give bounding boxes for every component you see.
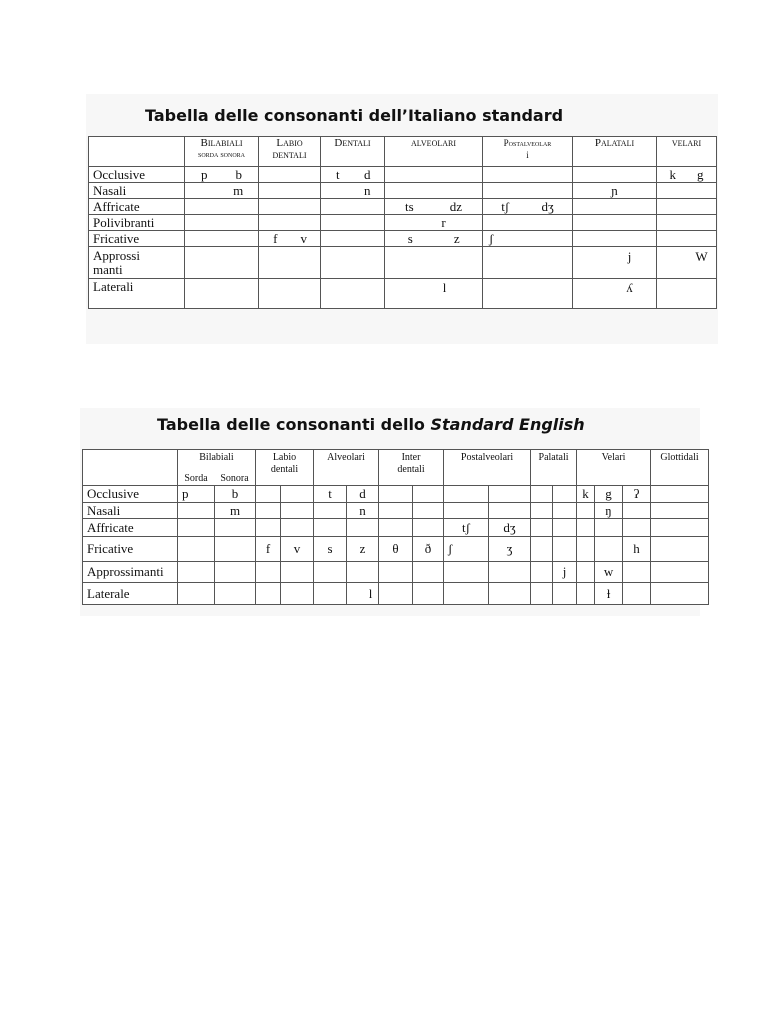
cell-bilabiali — [185, 215, 259, 231]
cell-dentali — [321, 199, 385, 215]
cell-labiodentali — [259, 183, 321, 199]
phoneme: v — [293, 541, 301, 556]
header-sublabel: dentali — [272, 149, 307, 161]
header-alveolari — [314, 450, 379, 486]
table-row — [89, 183, 717, 199]
phoneme: f — [265, 541, 271, 556]
phoneme: b — [235, 166, 242, 182]
row-label-approssimanti: Approssimanti — [83, 562, 178, 583]
cell — [651, 486, 709, 503]
cell-bilabiali — [185, 279, 259, 309]
english-consonant-table — [82, 449, 709, 605]
cell — [256, 503, 281, 519]
cell-velari — [657, 247, 717, 279]
phoneme: ts — [405, 198, 414, 214]
cell — [178, 486, 215, 503]
header-sublabel: dentali — [270, 464, 299, 475]
row-label-line: manti — [93, 261, 123, 277]
header-alveolari — [385, 137, 483, 167]
cell-postalveolari — [483, 167, 573, 183]
cell — [215, 519, 256, 537]
cell — [379, 503, 413, 519]
row-label-fricative: Fricative — [83, 537, 178, 562]
cell — [413, 503, 444, 519]
cell-velari — [657, 279, 717, 309]
cell — [577, 537, 595, 562]
header-label: Bilabiali — [200, 137, 243, 149]
phoneme: ð — [424, 541, 432, 556]
cell — [489, 503, 531, 519]
cell — [347, 583, 379, 605]
cell — [623, 562, 651, 583]
cell — [553, 537, 577, 562]
table-row — [89, 279, 717, 309]
header-label: Postalveolar — [503, 138, 552, 148]
cell — [314, 562, 347, 583]
cell — [256, 486, 281, 503]
header-sublabel: sorda sonora — [197, 150, 245, 159]
cell — [178, 583, 215, 605]
cell — [413, 486, 444, 503]
table-row — [83, 537, 709, 562]
cell — [314, 503, 347, 519]
cell-alveolari — [385, 279, 483, 309]
header-label: Labio — [272, 452, 297, 463]
cell — [413, 583, 444, 605]
phoneme: j — [562, 564, 567, 579]
phoneme: tʃ — [501, 198, 510, 214]
title-emphasis: Standard English — [430, 415, 585, 434]
phoneme: ʔ — [633, 486, 640, 501]
phoneme: ʒ — [506, 541, 513, 556]
phoneme: h — [633, 541, 640, 556]
table-row — [83, 562, 709, 583]
row-label-affricate: Affricate — [83, 519, 178, 537]
cell-bilabiali — [185, 199, 259, 215]
row-label-occlusive: Occlusive — [83, 486, 178, 503]
cell — [379, 562, 413, 583]
cell-alveolari — [385, 231, 483, 247]
cell-palatali — [573, 167, 657, 183]
phoneme: p — [201, 166, 208, 182]
header-glottidali — [651, 450, 709, 486]
cell — [413, 519, 444, 537]
cell — [347, 503, 379, 519]
cell-labiodentali — [259, 279, 321, 309]
cell — [531, 486, 553, 503]
header-label: Labio — [276, 137, 303, 149]
cell — [444, 486, 489, 503]
cell — [595, 583, 623, 605]
cell-dentali — [321, 231, 385, 247]
cell-dentali — [321, 167, 385, 183]
header-label: Inter — [401, 452, 421, 463]
header-sublabel: i — [526, 150, 529, 160]
cell — [595, 537, 623, 562]
phoneme: t — [328, 486, 332, 501]
phoneme: w — [603, 564, 614, 579]
cell — [178, 519, 215, 537]
header-labiodentali — [256, 450, 314, 486]
italian-consonant-section — [86, 94, 718, 344]
header-postalveolari — [444, 450, 531, 486]
phoneme: ʃ — [448, 541, 453, 556]
phoneme: d — [359, 486, 366, 501]
cell — [347, 562, 379, 583]
cell — [444, 537, 489, 562]
cell-postalveolari — [483, 247, 573, 279]
table-row — [83, 519, 709, 537]
phoneme: p — [182, 486, 189, 501]
row-label-line: Approssi — [93, 247, 140, 263]
cell-bilabiali — [185, 231, 259, 247]
phoneme: v — [300, 230, 307, 246]
phoneme: ɫ — [606, 585, 611, 601]
cell — [379, 486, 413, 503]
cell — [215, 503, 256, 519]
cell — [281, 503, 314, 519]
phoneme: z — [359, 541, 366, 556]
cell — [623, 537, 651, 562]
cell — [256, 537, 281, 562]
cell — [651, 519, 709, 537]
table-row — [89, 231, 717, 247]
italian-table-title: Tabella delle consonanti dell’Italiano standard — [145, 106, 564, 125]
cell-bilabiali — [185, 183, 259, 199]
cell — [531, 537, 553, 562]
cell-palatali — [573, 231, 657, 247]
cell — [347, 537, 379, 562]
cell — [178, 562, 215, 583]
phoneme: d — [364, 166, 371, 182]
header-label: Glottidali — [660, 452, 699, 463]
cell-alveolari — [385, 183, 483, 199]
cell — [623, 519, 651, 537]
header-sublabel: Sorda — [184, 473, 208, 484]
table-row — [83, 503, 709, 519]
cell-postalveolari — [483, 279, 573, 309]
cell — [215, 486, 256, 503]
cell — [577, 503, 595, 519]
cell — [595, 562, 623, 583]
phoneme: m — [229, 502, 241, 518]
table-row — [83, 583, 709, 605]
cell — [444, 519, 489, 537]
table-row — [83, 486, 709, 503]
cell-postalveolari — [483, 231, 573, 247]
phoneme: ʃ — [489, 230, 494, 246]
cell — [577, 562, 595, 583]
phoneme: n — [359, 502, 366, 518]
cell — [314, 537, 347, 562]
cell-alveolari — [385, 215, 483, 231]
cell — [178, 503, 215, 519]
cell — [489, 583, 531, 605]
row-label-laterale: Laterale — [83, 583, 178, 605]
row-label-fricative: Fricative — [89, 231, 185, 247]
cell — [623, 503, 651, 519]
cell — [489, 486, 531, 503]
cell-bilabiali — [185, 167, 259, 183]
phoneme: g — [605, 486, 612, 501]
header-sublabel: Sonora — [220, 473, 249, 484]
cell — [413, 562, 444, 583]
phoneme: ʎ — [626, 280, 633, 295]
cell — [256, 562, 281, 583]
cell-postalveolari — [483, 215, 573, 231]
cell-dentali — [321, 247, 385, 279]
header-interdentali — [379, 450, 444, 486]
cell-palatali — [573, 183, 657, 199]
cell — [281, 583, 314, 605]
cell-labiodentali — [259, 215, 321, 231]
cell — [489, 537, 531, 562]
header-label: Palatali — [538, 452, 569, 463]
header-postalveolari — [483, 137, 573, 167]
table-row — [89, 199, 717, 215]
phoneme: k — [669, 166, 676, 182]
header-label: Bilabiali — [199, 452, 234, 463]
cell — [553, 519, 577, 537]
cell-postalveolari — [483, 183, 573, 199]
phoneme: z — [453, 230, 460, 246]
row-label-polivibranti: Polivibranti — [89, 215, 185, 231]
phoneme: θ — [392, 541, 399, 556]
cell — [413, 537, 444, 562]
header-label: velari — [671, 137, 702, 149]
phoneme: n — [364, 182, 371, 198]
cell — [489, 562, 531, 583]
row-label-occlusive: Occlusive — [89, 167, 185, 183]
cell — [281, 562, 314, 583]
header-sub-row — [178, 473, 255, 485]
header-palatali — [573, 137, 657, 167]
phoneme: dz — [449, 198, 462, 214]
cell-labiodentali — [259, 231, 321, 247]
phoneme: b — [231, 486, 239, 501]
header-label: alveolari — [410, 137, 457, 149]
cell — [444, 503, 489, 519]
cell-velari — [657, 215, 717, 231]
header-corner — [83, 450, 178, 486]
phoneme: f — [273, 230, 278, 246]
header-label: Dentali — [334, 137, 371, 149]
header-sublabel: dentali — [397, 464, 425, 475]
table-header-row — [83, 450, 709, 486]
cell-velari — [657, 167, 717, 183]
phoneme: r — [441, 214, 446, 230]
row-label-approssimanti — [89, 247, 185, 279]
cell — [314, 583, 347, 605]
cell-velari — [657, 199, 717, 215]
header-corner — [89, 137, 185, 167]
cell — [577, 486, 595, 503]
header-label: Velari — [601, 452, 626, 463]
cell — [281, 519, 314, 537]
cell-alveolari — [385, 247, 483, 279]
cell — [347, 486, 379, 503]
cell-palatali — [573, 199, 657, 215]
cell — [531, 583, 553, 605]
cell-dentali — [321, 183, 385, 199]
cell-labiodentali — [259, 199, 321, 215]
row-label-affricate: Affricate — [89, 199, 185, 215]
header-palatali — [531, 450, 577, 486]
phoneme: ŋ — [605, 502, 612, 518]
cell-alveolari — [385, 199, 483, 215]
phoneme: dʒ — [503, 519, 516, 535]
cell-velari — [657, 231, 717, 247]
cell — [651, 562, 709, 583]
table-row — [89, 247, 717, 279]
english-consonant-section — [80, 408, 700, 616]
phoneme: dʒ — [541, 198, 554, 214]
phoneme: s — [407, 230, 413, 246]
cell-dentali — [321, 279, 385, 309]
cell — [595, 519, 623, 537]
cell — [379, 537, 413, 562]
cell-labiodentali — [259, 247, 321, 279]
cell — [444, 562, 489, 583]
cell — [553, 503, 577, 519]
cell-velari — [657, 183, 717, 199]
cell-dentali — [321, 215, 385, 231]
row-label-nasali: Nasali — [89, 183, 185, 199]
cell — [256, 583, 281, 605]
header-label: Palatali — [594, 137, 635, 149]
cell-postalveolari — [483, 199, 573, 215]
cell — [347, 519, 379, 537]
cell-palatali — [573, 247, 657, 279]
cell — [651, 537, 709, 562]
header-label: Postalveolari — [460, 452, 514, 463]
phoneme: g — [697, 166, 704, 182]
cell — [215, 562, 256, 583]
header-velari — [577, 450, 651, 486]
header-dentali — [321, 137, 385, 167]
italian-consonant-table — [88, 136, 717, 309]
phoneme: ɲ — [611, 182, 618, 198]
phoneme: l — [442, 280, 447, 295]
cell-labiodentali — [259, 167, 321, 183]
header-velari — [657, 137, 717, 167]
table-row — [89, 167, 717, 183]
cell — [256, 519, 281, 537]
header-labiodentali — [259, 137, 321, 167]
cell — [281, 486, 314, 503]
cell-palatali — [573, 215, 657, 231]
cell — [595, 503, 623, 519]
cell — [651, 583, 709, 605]
cell — [444, 583, 489, 605]
cell-alveolari — [385, 167, 483, 183]
english-table-title — [157, 415, 585, 434]
phoneme: k — [582, 486, 589, 501]
row-label-laterali: Laterali — [89, 279, 185, 309]
phoneme: j — [627, 249, 632, 264]
cell — [531, 519, 553, 537]
cell-bilabiali — [185, 247, 259, 279]
phoneme: W — [695, 249, 708, 264]
phoneme: tʃ — [462, 519, 470, 535]
table-header-row — [89, 137, 717, 167]
cell — [489, 519, 531, 537]
cell — [281, 537, 314, 562]
cell — [178, 537, 215, 562]
cell-palatali — [573, 279, 657, 309]
cell — [531, 562, 553, 583]
phoneme: m — [233, 182, 244, 198]
cell — [215, 583, 256, 605]
cell — [623, 486, 651, 503]
cell — [531, 503, 553, 519]
cell — [651, 503, 709, 519]
phoneme: l — [368, 585, 373, 601]
row-label-nasali: Nasali — [83, 503, 178, 519]
header-bilabiali — [178, 450, 256, 486]
cell — [553, 562, 577, 583]
cell — [623, 583, 651, 605]
cell — [314, 519, 347, 537]
cell — [379, 519, 413, 537]
header-bilabiali — [185, 137, 259, 167]
cell — [577, 583, 595, 605]
cell — [379, 583, 413, 605]
cell — [553, 486, 577, 503]
cell — [595, 486, 623, 503]
phoneme: s — [327, 541, 333, 556]
cell — [553, 583, 577, 605]
header-label: Alveolari — [327, 452, 365, 463]
cell — [215, 537, 256, 562]
cell — [577, 519, 595, 537]
phoneme: t — [335, 166, 340, 182]
cell — [314, 486, 347, 503]
table-row — [89, 215, 717, 231]
title-prefix: Tabella delle consonanti dello — [157, 415, 431, 434]
